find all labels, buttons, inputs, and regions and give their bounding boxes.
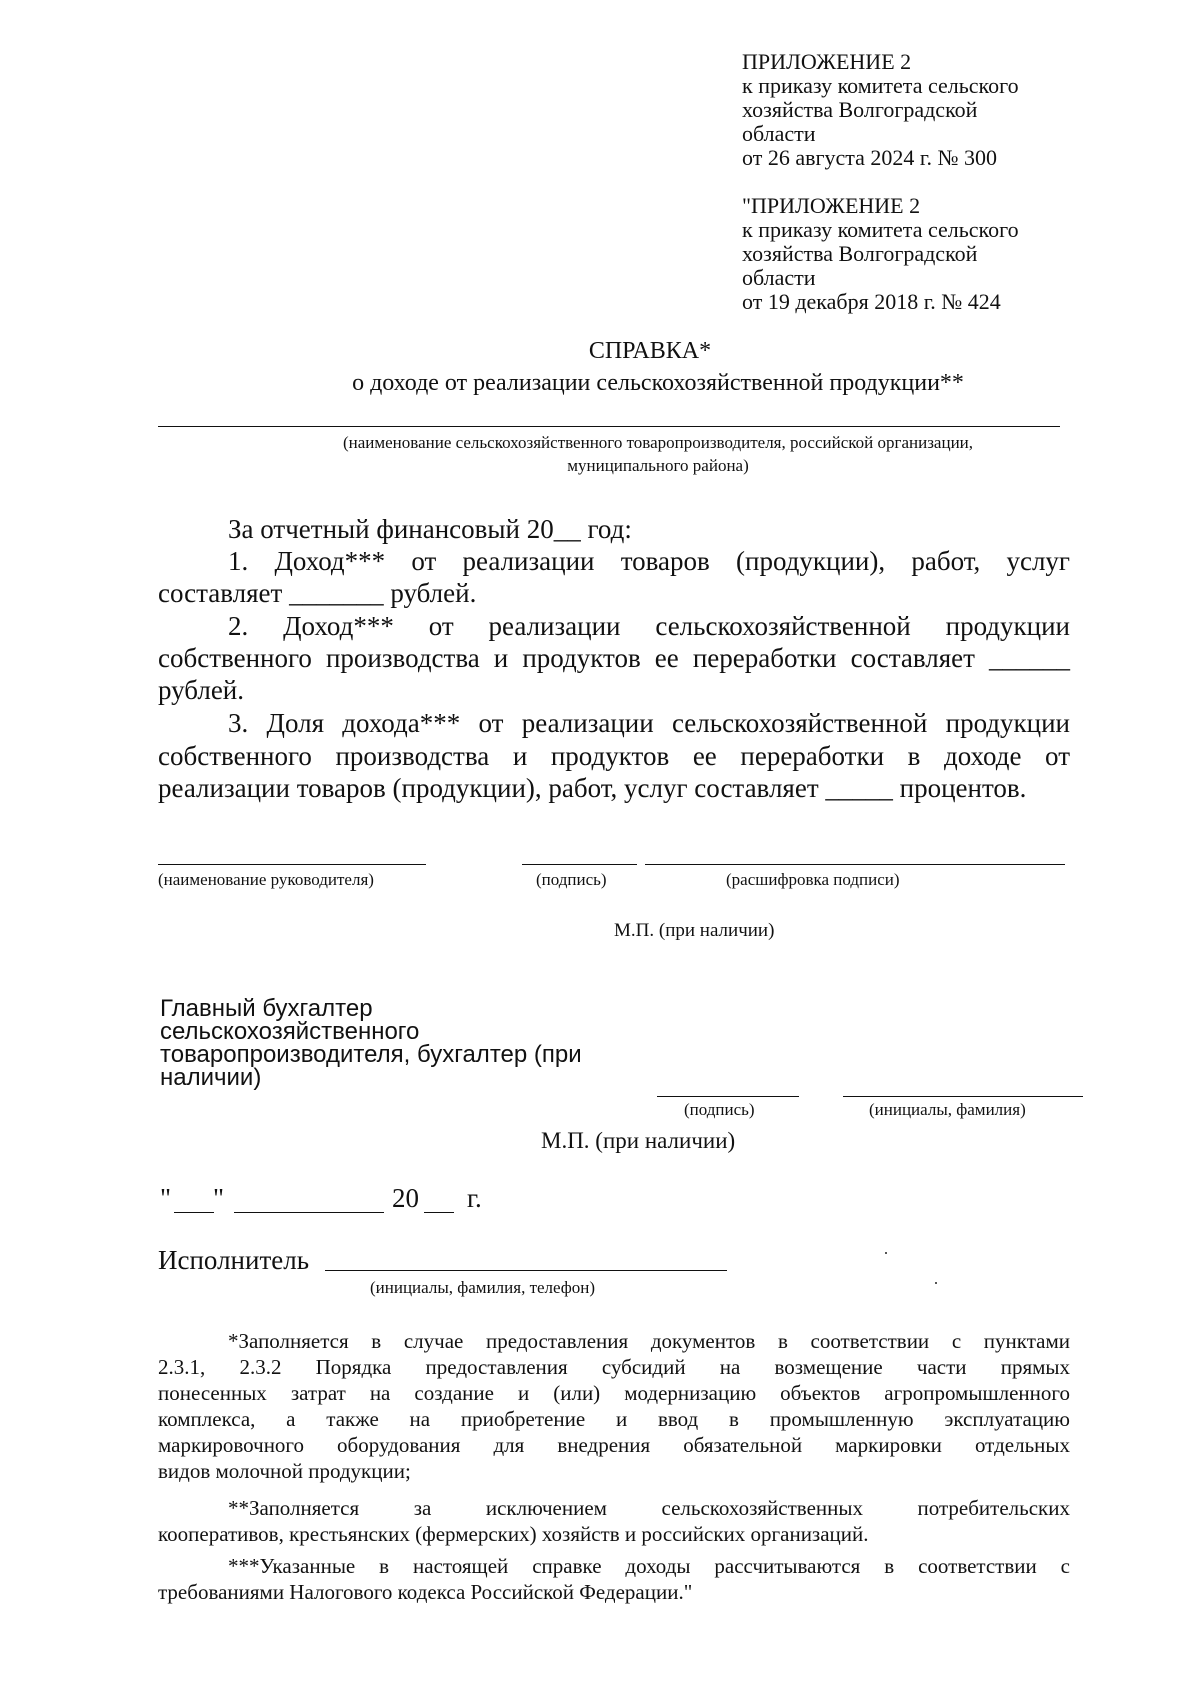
scan-speck xyxy=(885,1252,887,1254)
footnote3-line1: ***Указанные в настоящей справке доходы рассчитываются в соответствии с xyxy=(228,1554,1070,1578)
footnote2-line2: кооперативов, крестьянских (фермерских) хозяйств и российских организаций. xyxy=(158,1522,869,1546)
appendix-old-title: "ПРИЛОЖЕНИЕ 2 xyxy=(742,193,921,218)
item3-line2: собственного производства и продуктов ее переработки в доходе от xyxy=(158,741,1070,771)
appendix-old-line1: к приказу комитета сельского xyxy=(742,217,1019,242)
head-name-line xyxy=(158,864,426,865)
footnote2-line1: **Заполняется за исключением сельскохозяйственных потребительских xyxy=(228,1496,1070,1520)
date-day-line xyxy=(174,1212,214,1213)
appendix-old-line2: хозяйства Волгоградской xyxy=(742,241,978,266)
executor-label: Исполнитель xyxy=(158,1245,310,1275)
appendix-old-line3: области xyxy=(742,265,816,290)
date-suffix: г. xyxy=(467,1183,482,1213)
head-decode-line xyxy=(645,864,1065,865)
head-name-caption: (наименование руководителя) xyxy=(158,870,374,889)
executor-line xyxy=(325,1270,727,1271)
footnote1-line3: понесенных затрат на создание и (или) модернизацию объектов агропромышленного xyxy=(158,1381,1070,1405)
footnote3-line2: требованиями Налогового кодекса Российской Федерации." xyxy=(158,1580,693,1604)
accountant-label xyxy=(160,997,640,1089)
org-caption-2: муниципального района) xyxy=(567,456,749,475)
footnote1-line4: комплекса, а также на приобретение и ввод в промышленную эксплуатацию xyxy=(158,1407,1070,1431)
item3-line1: 3. Доля дохода*** от реализации сельскохозяйственной продукции xyxy=(228,708,1070,738)
accountant-line2: сельскохозяйственного xyxy=(160,1018,420,1045)
accountant-stamp: М.П. (при наличии) xyxy=(541,1128,736,1153)
item1-line1: 1. Доход*** от реализации товаров (продукции), работ, услуг xyxy=(228,546,1070,576)
footnote1-line2: 2.3.1, 2.3.2 Порядка предоставления субсидий на возмещение части прямых xyxy=(158,1355,1070,1379)
date-year-line xyxy=(424,1212,454,1213)
appendix-old-date: от 19 декабря 2018 г. № 424 xyxy=(742,289,1001,314)
head-sign-line xyxy=(522,864,637,865)
item2-line2: собственного производства и продуктов ее переработки составляет ______ xyxy=(158,643,1070,673)
accountant-line3: товаропроизводителя, бухгалтер (при xyxy=(160,1041,582,1068)
head-stamp: М.П. (при наличии) xyxy=(614,920,775,941)
org-name-line xyxy=(158,426,1060,427)
appendix-new-line2: хозяйства Волгоградской xyxy=(742,97,978,122)
doc-title: СПРАВКА* xyxy=(588,338,712,364)
executor-caption: (инициалы, фамилия, телефон) xyxy=(370,1278,596,1297)
head-decode-caption: (расшифровка подписи) xyxy=(726,870,900,889)
org-caption-1: (наименование сельскохозяйственного товаропроизводителя, российской организации, xyxy=(342,433,974,452)
accountant-name-caption: (инициалы, фамилия) xyxy=(869,1100,1026,1119)
appendix-new-block xyxy=(742,50,1142,170)
item2-line3: рублей. xyxy=(158,675,245,705)
appendix-new-line3: области xyxy=(742,121,816,146)
date-month-line xyxy=(234,1212,384,1213)
head-sign-caption: (подпись) xyxy=(536,870,607,889)
footnote1-line6: видов молочной продукции; xyxy=(158,1459,411,1483)
appendix-new-title: ПРИЛОЖЕНИЕ 2 xyxy=(742,49,912,74)
year-line: За отчетный финансовый 20__ год: xyxy=(228,514,632,544)
appendix-new-date: от 26 августа 2024 г. № 300 xyxy=(742,145,997,170)
accountant-line4: наличии) xyxy=(160,1064,262,1091)
accountant-sign-line xyxy=(657,1096,799,1097)
scan-speck xyxy=(935,1282,937,1284)
date-quote-open: " xyxy=(160,1183,172,1213)
appendix-old-block xyxy=(742,194,1142,314)
doc-subtitle: о доходе от реализации сельскохозяйственной продукции** xyxy=(352,370,964,396)
item2-line1: 2. Доход*** от реализации сельскохозяйственной продукции xyxy=(228,611,1070,641)
footnote1-line1: *Заполняется в случае предоставления документов в соответствии с пунктами xyxy=(228,1329,1070,1353)
accountant-sign-caption: (подпись) xyxy=(684,1100,755,1119)
item1-line2: составляет _______ рублей. xyxy=(158,578,477,608)
date-quote-close: " xyxy=(213,1183,225,1213)
accountant-name-line xyxy=(843,1096,1083,1097)
footnote1-line5: маркировочного оборудования для внедрения обязательной маркировки отдельных xyxy=(158,1433,1070,1457)
accountant-line1: Главный бухгалтер xyxy=(160,995,373,1022)
item3-line3: реализации товаров (продукции), работ, услуг составляет _____ процентов. xyxy=(158,773,1027,803)
appendix-new-line1: к приказу комитета сельского xyxy=(742,73,1019,98)
date-year-prefix: 20 xyxy=(392,1183,419,1213)
